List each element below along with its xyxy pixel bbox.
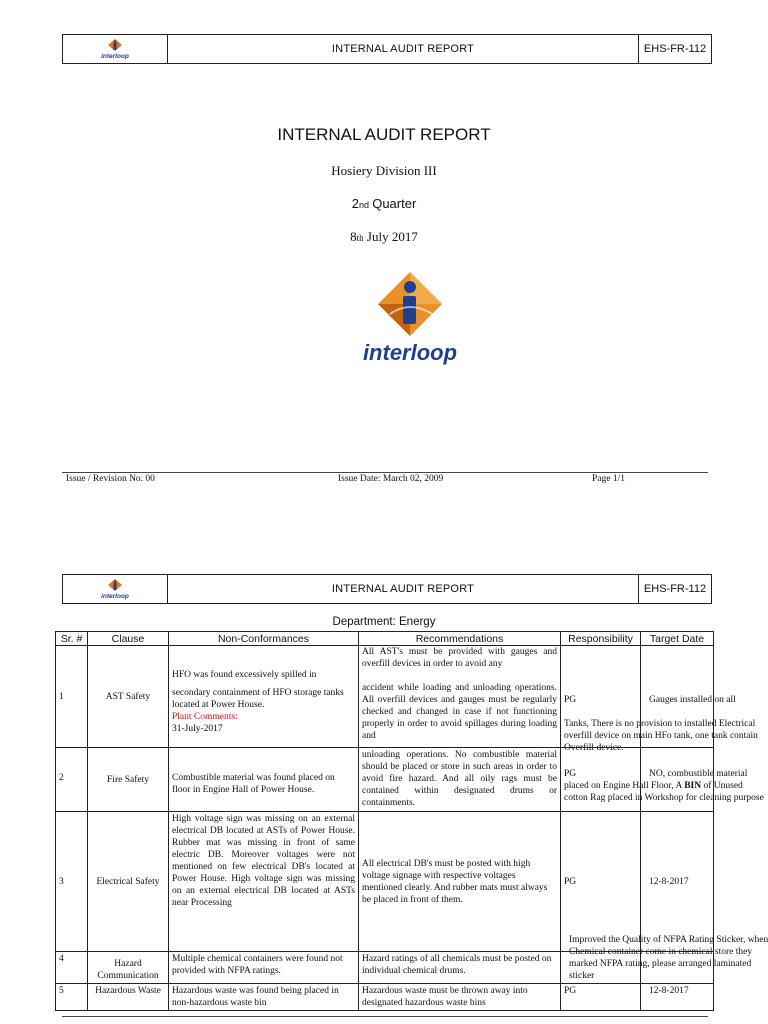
row1-clause: AST Safety	[88, 646, 169, 748]
footer-rule	[62, 472, 708, 473]
col-target-date: Target Date	[641, 632, 714, 646]
row2-resp-note-pre: placed on Engine Hall Floor, A	[564, 781, 685, 791]
row1-rec-line1: All AST's must be provided with gauges and overfill devices in order to avoid any	[362, 647, 557, 669]
table-row	[56, 748, 714, 812]
date-suffix: th	[356, 233, 364, 243]
row3-sr: 3	[56, 812, 88, 952]
row5-nonconformance: Hazardous waste was found being placed in non-hazardous waste bin	[169, 984, 359, 1011]
header-logo-text-2: interloop	[101, 593, 129, 600]
row1-sr: 1	[56, 646, 88, 748]
row1-target: Gauges installed on all	[641, 646, 714, 748]
row5-recommendation: Hazardous waste must be thrown away into designated hazardous waste bins	[359, 984, 561, 1011]
date-day: 8	[350, 229, 357, 244]
quarter-suffix: nd	[358, 200, 369, 210]
col-clause: Clause	[88, 632, 169, 646]
row2-resp: PG	[564, 769, 577, 779]
row1-plant-comments: Plant Comments:	[172, 712, 238, 722]
row1-recommendation	[359, 646, 561, 748]
audit-table	[55, 631, 768, 1011]
interloop-logo-icon-2	[91, 578, 139, 600]
department-label: Department: Energy	[332, 616, 436, 628]
table-row	[56, 984, 714, 1011]
row3-target: 12-8-2017	[641, 812, 714, 952]
cover-date	[0, 229, 768, 245]
footer-issue-date: Issue Date: March 02, 2009	[338, 474, 444, 484]
interloop-logo-icon	[91, 38, 139, 60]
row2-recommendation: unloading operations. No combustible material should be placed or store in such areas in order to avoid fire hazard. And all oily rags must be contained within designated drums or containments.	[359, 748, 561, 812]
row3-recommendation: All electrical DB's must be posted with high voltage signage with respective voltages mentioned clearly. And rubber mats must always be placed in front of them.	[359, 812, 561, 952]
row1-rec-line2: accident while loading and unloading operations. All overfill devices and gauges must be regularly checked and changed in case if not functioning properly in order to avoid spillages during loading and	[362, 683, 557, 741]
header-logo	[63, 35, 168, 63]
cover-quarter	[0, 196, 768, 212]
row1-nc-line1: HFO was found excessively spilled in	[172, 670, 317, 680]
row3-clause: Electrical Safety	[88, 812, 169, 952]
table-header-row	[56, 632, 714, 646]
header-doc-code: EHS-FR-112	[643, 43, 707, 55]
row2-target: NO, combustible material	[641, 748, 714, 812]
col-sr: Sr. #	[56, 632, 88, 646]
header-title-2: INTERNAL AUDIT REPORT	[168, 575, 639, 603]
header-logo-2	[63, 575, 168, 603]
cover-logo	[352, 270, 468, 370]
cover-title: INTERNAL AUDIT REPORT	[277, 125, 491, 144]
row3-resp: PG	[564, 876, 577, 887]
col-responsibility: Responsibility	[561, 632, 641, 646]
quarter-word: Quarter	[372, 196, 417, 211]
table-row	[56, 812, 714, 952]
header-title: INTERNAL AUDIT REPORT	[168, 35, 639, 63]
col-recommendations: Recommendations	[359, 632, 561, 646]
cover-logo-text: interloop	[362, 340, 458, 365]
row2-resp-note	[564, 780, 764, 804]
row2-nonconformance: Combustible material was found placed on floor in Engine Hall of Power House.	[169, 748, 359, 812]
row3-quality-note: Improved the Quality of NFPA Rating Sticker, when Chemical container come in chemical store they marked NFPA rating, please arranged laminated sticker	[569, 935, 768, 981]
row3-nonconformance: High voltage sign was missing on an external electrical DB located at ASTs of Power House. Rubber mat was missing in front of same electric DB. Moreover voltages were not mentioned on few electrical DB's located at Power House. High voltage sign was missing on an external electrical DB located at ASTs near Processing	[169, 812, 359, 952]
cover-division: Hosiery Division III	[331, 163, 437, 178]
row2-resp-note-bold: BIN	[684, 781, 702, 791]
table-row	[56, 646, 714, 748]
row2-clause: Fire Safety	[88, 748, 169, 812]
row5-clause: Hazardous Waste	[88, 984, 169, 1011]
row4-recommendation: Hazard ratings of all chemicals must be posted on individual chemical drums.	[359, 952, 561, 984]
date-rest: July 2017	[366, 229, 418, 244]
row5-target: 12-8-2017	[641, 984, 714, 1011]
row4-nonconformance: Multiple chemical containers were found not provided with NFPA ratings.	[169, 952, 359, 984]
header-logo-text: interloop	[101, 53, 129, 60]
row2-resp-note-post: of Unused cotton Rag placed in Workshop for cleaning purpose	[564, 781, 764, 803]
row1-resp: PG	[564, 695, 577, 705]
page1-header	[62, 34, 712, 64]
footer-page: Page 1/1	[592, 474, 625, 484]
row5-sr: 5	[56, 984, 88, 1011]
row4-clause: Hazard Communication	[88, 952, 169, 984]
footer-revision: Issue / Revision No. 00	[66, 474, 155, 484]
col-non-conformances: Non-Conformances	[169, 632, 359, 646]
quarter-number: 2	[351, 196, 359, 211]
row1-resp-note: Tanks, There is no provision to installed Electrical overfill device on main HFo tank, one tank contain Overfill device.	[564, 719, 758, 753]
page2-bottom-rule	[62, 1016, 708, 1017]
row1-nc-date: 31-July-2017	[172, 724, 223, 734]
row4-sr: 4	[56, 952, 88, 984]
header-doc-code-2: EHS-FR-112	[643, 583, 707, 595]
row1-nonconformance	[169, 646, 359, 748]
row1-nc-line2: secondary containment of HFO storage tanks located at Power House.	[172, 688, 344, 710]
page2-header	[62, 574, 712, 604]
row5-responsibility: PG	[561, 984, 641, 1011]
row2-sr: 2	[56, 748, 88, 812]
